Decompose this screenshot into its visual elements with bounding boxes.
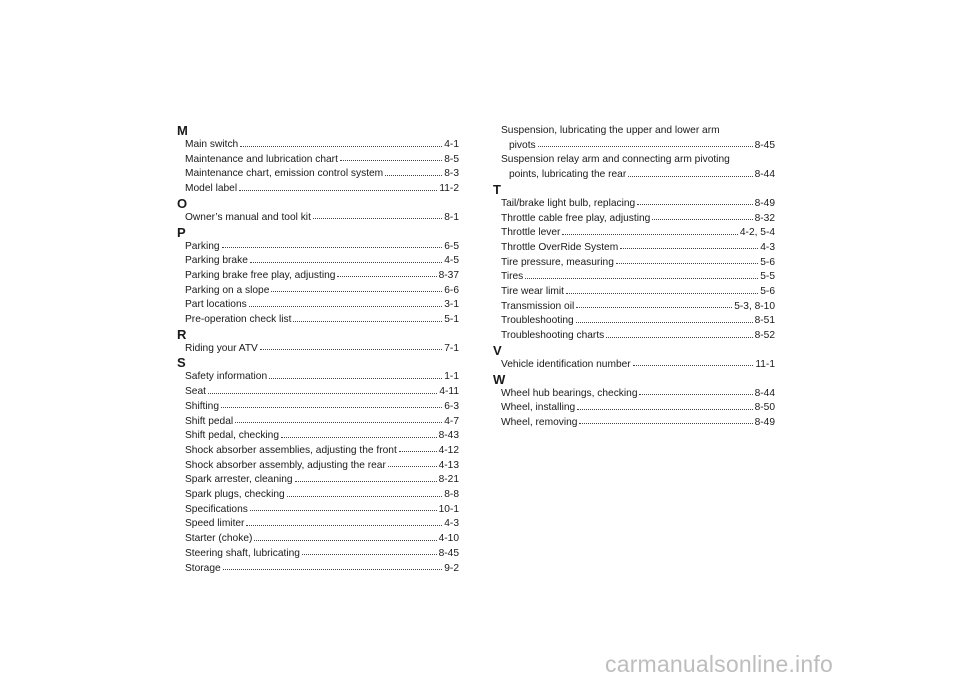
entry-text: Wheel, removing (501, 416, 578, 428)
entry-text: Suspension, lubricating the upper and lower arm (501, 125, 720, 136)
entry-text: Model label (185, 183, 238, 195)
entry-page: 8-8 (444, 489, 459, 501)
dot-leader (254, 532, 436, 541)
entry-continuation (501, 168, 775, 183)
index-entry (177, 400, 459, 415)
dot-leader (388, 459, 437, 468)
index-entry (177, 415, 459, 430)
section-letter: S (177, 355, 186, 371)
entry-page: 8-1 (444, 211, 459, 223)
index-entry (177, 342, 459, 357)
entry-page: 8-44 (754, 387, 775, 399)
index-entry (177, 313, 459, 328)
index-section (493, 183, 775, 344)
entry-page: 8-43 (438, 430, 459, 442)
dot-leader (562, 226, 737, 235)
entry-page: 4-3 (444, 518, 459, 530)
entry-text: Tires (501, 271, 524, 283)
entry-page: 8-32 (754, 212, 775, 224)
dot-leader (295, 473, 437, 482)
index-entry (493, 270, 775, 285)
entry-page: 8-5 (444, 153, 459, 165)
entry-page: 4-10 (438, 533, 459, 545)
dot-leader (652, 211, 752, 220)
index-entry (177, 562, 459, 577)
entry-text: Troubleshooting (501, 315, 574, 327)
entry-page: 8-49 (754, 197, 775, 209)
dot-leader (628, 168, 752, 177)
index-entry (493, 401, 775, 416)
index-section (177, 226, 459, 328)
entry-text: Storage (185, 562, 221, 574)
entry-text: Spark plugs, checking (185, 489, 285, 501)
index-entry (177, 488, 459, 503)
section-letter: O (177, 195, 188, 211)
index-entry (177, 138, 459, 153)
entry-page: 11-1 (755, 358, 775, 370)
index-section (177, 328, 459, 357)
entry-text: Specifications (185, 503, 248, 515)
index-column-left (177, 124, 459, 576)
index-entry (177, 211, 459, 226)
entry-text: Main switch (185, 139, 239, 150)
entry-text: Maintenance and lubrication chart (185, 153, 338, 165)
entry-text-cont: points, lubricating the rear (509, 169, 627, 181)
dot-leader (385, 167, 442, 176)
entry-text: Transmission oil (501, 300, 575, 312)
index-entry (493, 212, 775, 227)
dot-leader (337, 269, 436, 278)
entry-page: 8-3 (444, 168, 459, 180)
entry-text: Shift pedal (185, 415, 234, 427)
entry-page: 11-2 (439, 183, 459, 195)
entry-page: 4-5 (444, 255, 459, 267)
entry-text: Spark arrester, cleaning (185, 474, 293, 486)
index-entry (177, 459, 459, 474)
dot-leader (340, 153, 442, 162)
index-column-right (493, 124, 775, 431)
entry-text: Speed limiter (185, 518, 245, 530)
dot-leader (249, 298, 443, 307)
index-entry (493, 416, 775, 431)
entry-page: 1-1 (444, 371, 459, 383)
entry-text: Parking (185, 240, 220, 252)
index-entry (177, 153, 459, 168)
entry-text: Shock absorber assemblies, adjusting the front (185, 444, 397, 456)
entry-text: Pre-operation check list (185, 314, 292, 326)
dot-leader (239, 182, 437, 191)
entry-page: 6-3 (444, 400, 459, 412)
index-entry (177, 473, 459, 488)
index-entry (177, 167, 459, 182)
dot-leader (222, 239, 443, 248)
entry-page: 8-37 (438, 269, 459, 281)
index-section (177, 197, 459, 226)
entry-text: Throttle OverRide System (501, 241, 619, 253)
index-section (177, 124, 459, 197)
dot-leader (633, 358, 754, 367)
index-entry (177, 240, 459, 255)
section-letter: P (177, 224, 186, 240)
index-entry (177, 269, 459, 284)
dot-leader (293, 313, 442, 322)
entry-page: 7-1 (444, 342, 459, 354)
entry-page: 8-51 (754, 315, 775, 327)
entry-text: Shift pedal, checking (185, 430, 280, 442)
entry-page: 3-1 (444, 299, 459, 311)
dot-leader (281, 429, 437, 438)
entry-text: Wheel hub bearings, checking (501, 387, 638, 399)
index-entry (177, 517, 459, 532)
entry-text: Riding your ATV (185, 342, 258, 354)
entry-page: 8-45 (754, 139, 775, 151)
section-letter: M (177, 123, 188, 138)
entry-continuation (501, 139, 775, 154)
dot-leader (576, 314, 753, 323)
entry-page: 4-11 (439, 386, 459, 398)
entry-text: Shifting (185, 400, 219, 412)
entry-text: Throttle cable free play, adjusting (501, 212, 651, 224)
index-entry (493, 124, 775, 153)
entry-page: 8-44 (754, 169, 775, 181)
dot-leader (606, 329, 752, 338)
dot-leader (637, 197, 752, 206)
entry-text: Maintenance chart, emission control system (185, 168, 384, 180)
index-entry (493, 300, 775, 315)
entry-text: Throttle lever (501, 227, 561, 239)
dot-leader (269, 370, 442, 379)
entry-page: 5-6 (760, 286, 775, 298)
watermark-text: carmanualsonline.info (605, 651, 833, 677)
dot-leader (399, 444, 437, 453)
index-entry (177, 503, 459, 518)
dot-leader (271, 283, 442, 292)
index-entry (177, 254, 459, 269)
entry-text: Tire wear limit (501, 286, 565, 298)
index-entry (493, 226, 775, 241)
index-entry (177, 182, 459, 197)
index-section (493, 344, 775, 373)
entry-page: 4-7 (444, 415, 459, 427)
index-entry (177, 298, 459, 313)
entry-text: Parking brake free play, adjusting (185, 269, 336, 281)
dot-leader (221, 400, 442, 409)
index-entry (493, 153, 775, 182)
section-letter: R (177, 326, 187, 342)
entry-page: 4-3 (760, 241, 775, 253)
entry-page: 4-2, 5-4 (739, 227, 775, 239)
index-entry (493, 256, 775, 271)
entry-page: 4-12 (438, 444, 459, 456)
entry-text: Troubleshooting charts (501, 330, 605, 342)
index-entry (493, 241, 775, 256)
entry-text-cont: pivots (509, 139, 536, 151)
section-letter: T (493, 181, 501, 197)
entry-text: Parking brake (185, 255, 248, 267)
entry-page: 6-6 (444, 284, 459, 296)
entry-text: Owner’s manual and tool kit (185, 211, 311, 223)
entry-page: 5-1 (444, 314, 459, 326)
index-entry (177, 532, 459, 547)
dot-leader (250, 254, 442, 263)
entry-page: 6-5 (444, 240, 459, 252)
index-entry (493, 387, 775, 402)
index-entry (177, 547, 459, 562)
dot-leader (250, 503, 437, 512)
entry-page: 8-52 (754, 330, 775, 342)
dot-leader (235, 414, 442, 423)
entry-page: 8-50 (754, 402, 775, 414)
dot-leader (246, 517, 442, 526)
entry-text: Tail/brake light bulb, replacing (501, 197, 636, 209)
index-entry (177, 429, 459, 444)
entry-text: Steering shaft, lubricating (185, 547, 300, 559)
dot-leader (620, 241, 758, 250)
dot-leader (579, 416, 752, 425)
dot-leader (525, 270, 758, 279)
dot-leader (260, 342, 442, 351)
entry-page: 5-5 (760, 271, 775, 283)
dot-leader (576, 300, 732, 309)
entry-page: 10-1 (438, 503, 459, 515)
entry-text: Safety information (185, 371, 268, 383)
entry-page: 4-13 (438, 459, 459, 471)
dot-leader (313, 211, 442, 220)
index-entry (177, 370, 459, 385)
dot-leader (223, 561, 443, 570)
entry-page: 4-1 (444, 139, 459, 150)
index-entry (177, 444, 459, 459)
index-section (493, 373, 775, 431)
entry-page: 8-45 (438, 547, 459, 559)
index-entry (493, 285, 775, 300)
dot-leader (287, 488, 443, 497)
dot-leader (208, 385, 437, 394)
entry-text: Vehicle identification number (501, 358, 631, 370)
entry-page: 9-2 (444, 562, 459, 574)
entry-text: Part locations (185, 299, 247, 311)
index-section (177, 356, 459, 576)
index-entry (493, 329, 775, 344)
entry-page: 5-3, 8-10 (734, 300, 775, 312)
dot-leader (538, 139, 753, 148)
entry-text: Starter (choke) (185, 533, 253, 545)
index-entry (493, 314, 775, 329)
section-letter: W (493, 371, 506, 387)
entry-page: 8-21 (438, 474, 459, 486)
dot-leader (577, 401, 752, 410)
dot-leader (566, 285, 758, 294)
entry-text: Wheel, installing (501, 402, 576, 414)
dot-leader (302, 547, 437, 556)
index-entry (493, 197, 775, 212)
entry-text: Tire pressure, measuring (501, 256, 614, 268)
index-entry (177, 385, 459, 400)
entry-text: Suspension relay arm and connecting arm pivoting (501, 154, 730, 166)
dot-leader (616, 255, 758, 264)
index-entry (177, 284, 459, 299)
entry-text: Shock absorber assembly, adjusting the rear (185, 459, 386, 471)
entry-text: Seat (185, 386, 206, 398)
index-section (493, 124, 775, 183)
entry-page: 5-6 (760, 256, 775, 268)
index-entry (493, 358, 775, 373)
entry-text: Parking on a slope (185, 284, 270, 296)
section-letter: V (493, 342, 502, 358)
entry-page: 8-49 (754, 416, 775, 428)
dot-leader (639, 386, 752, 395)
dot-leader (240, 138, 442, 147)
